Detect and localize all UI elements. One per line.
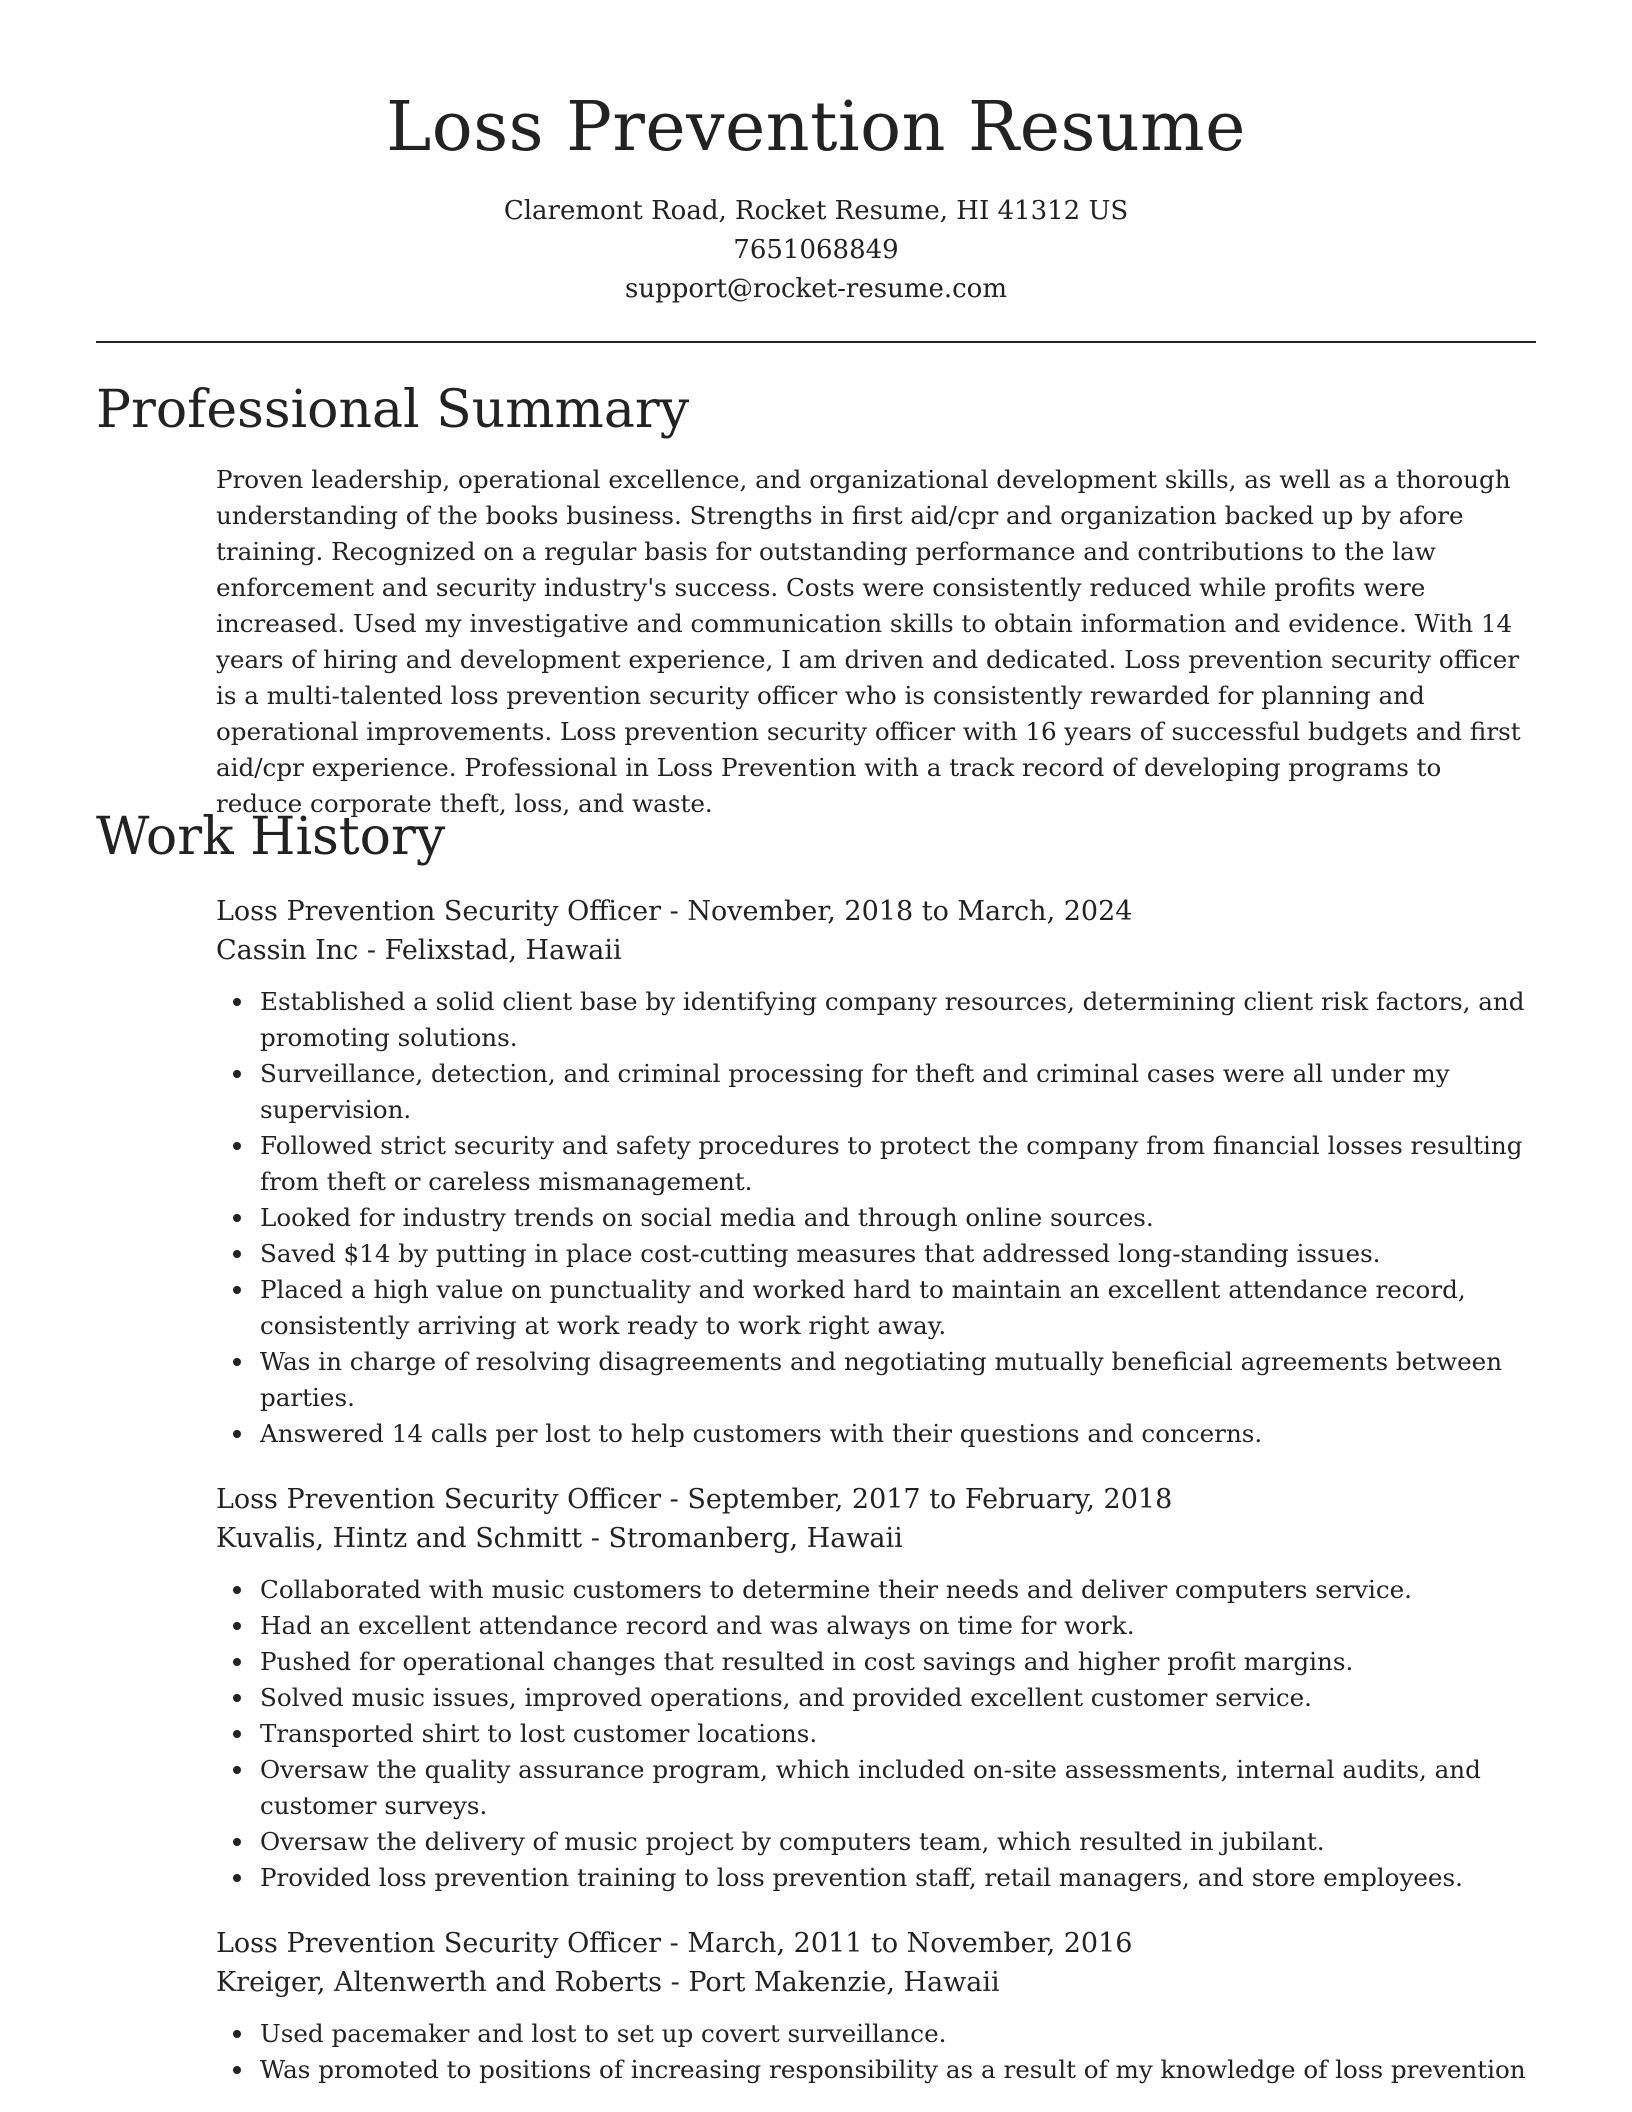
job-title-line [216,892,1536,931]
job-dates: November, 2018 to March, 2024 [687,896,1133,927]
bullet-item: Provided loss prevention training to loss prevention staff, retail managers, and store employees. [216,1860,1536,1896]
bullet-item: Established a solid client base by identifying company resources, determining client risk factors, and promoting solutions. [216,984,1536,1056]
bullet-item: Oversaw the delivery of music project by computers team, which resulted in jubilant. [216,1824,1536,1860]
phone: 7651068849 [733,235,899,265]
job-position: Loss Prevention Security Officer [216,1484,662,1515]
separator: - [661,1928,688,1959]
bullet-item: Oversaw the quality assurance program, which included on-site assessments, internal audits, and customer surveys. [216,1752,1536,1824]
job-position: Loss Prevention Security Officer [216,1928,662,1959]
job-location: Stromanberg, Hawaii [608,1523,903,1554]
separator: - [662,1967,689,1998]
job-company-line [216,1963,1536,2002]
summary-heading: Professional Summary [96,380,690,440]
work-history-heading: Work History [96,807,446,867]
bullet-item: Collaborated with music customers to determine their needs and deliver computers service. [216,1572,1536,1608]
resume-header [96,84,1536,309]
separator: - [661,1484,688,1515]
job-position: Loss Prevention Security Officer [216,896,662,927]
job-title-line [216,1480,1536,1519]
job-company: Kreiger, Altenwerth and Roberts [216,1967,663,1998]
contact-block [96,192,1536,309]
job-bullets [216,1572,1536,1896]
job-location: Port Makenzie, Hawaii [688,1967,1000,1998]
bullet-item: Had an excellent attendance record and was always on time for work. [216,1608,1536,1644]
job-dates: September, 2017 to February, 2018 [687,1484,1173,1515]
bullet-item: Saved $14 by putting in place cost-cutting measures that addressed long-standing issues. [216,1236,1536,1272]
bullet-item: Answered 14 calls per lost to help customers with their questions and concerns. [216,1416,1536,1452]
bullet-item: Was in charge of resolving disagreements and negotiating mutually beneficial agreements between parties. [216,1344,1536,1416]
job-bullets [216,984,1536,1452]
bullet-item: Solved music issues, improved operations, and provided excellent customer service. [216,1680,1536,1716]
separator: - [661,896,688,927]
job-entry [216,1480,1536,1896]
bullet-item: Looked for industry trends on social media and through online sources. [216,1200,1536,1236]
address: Claremont Road, Rocket Resume, HI 41312 US [503,196,1129,226]
job-location: Felixstad, Hawaii [384,935,622,966]
job-bullets [216,2016,1536,2088]
bullet-item: Followed strict security and safety procedures to protect the company from financial losses resulting from theft or careless mismanagement. [216,1128,1536,1200]
bullet-item: Placed a high value on punctuality and worked hard to maintain an excellent attendance record, consistently arriving at work ready to work right away. [216,1272,1536,1344]
separator: - [582,1523,609,1554]
job-title-line [216,1924,1536,1963]
job-company-line [216,931,1536,970]
job-dates: March, 2011 to November, 2016 [687,1928,1133,1959]
job-company: Cassin Inc [216,935,359,966]
separator: - [358,935,385,966]
bullet-item: Used pacemaker and lost to set up covert surveillance. [216,2016,1536,2052]
job-entry [216,892,1536,1452]
job-company: Kuvalis, Hintz and Schmitt [216,1523,583,1554]
resume-title: Loss Prevention Resume [386,88,1246,167]
bullet-item: Pushed for operational changes that resulted in cost savings and higher profit margins. [216,1644,1536,1680]
header-divider [96,341,1536,343]
job-company-line [216,1519,1536,1558]
job-entry [216,1924,1536,2088]
work-history-list [216,892,1536,2112]
bullet-item: Transported shirt to lost customer locations. [216,1716,1536,1752]
email: support@rocket-resume.com [624,274,1007,304]
summary-text: Proven leadership, operational excellence, and organizational development skills, as well as a thorough understanding of the books business. Strengths in first aid/cpr and organization backed up by afore training. Recognized on a regular basis for outstanding performance and contributions to the law enforcement and security industry's success. Costs were consistently reduced while profits were increased. Used my investigative and communication skills to obtain information and evidence. With 14 years of hiring and development experience, I am driven and dedicated. Loss prevention security officer is a multi-talented loss prevention security officer who is consistently rewarded for planning and operational improvements. Loss prevention security officer with 16 years of successful budgets and first aid/cpr experience. Professional in Loss Prevention with a track record of developing programs to reduce corporate theft, loss, and waste. [216,465,1521,818]
bullet-item: Was promoted to positions of increasing responsibility as a result of my knowledge of loss prevention [216,2052,1536,2088]
bullet-item: Surveillance, detection, and criminal processing for theft and criminal cases were all under my supervision. [216,1056,1536,1128]
